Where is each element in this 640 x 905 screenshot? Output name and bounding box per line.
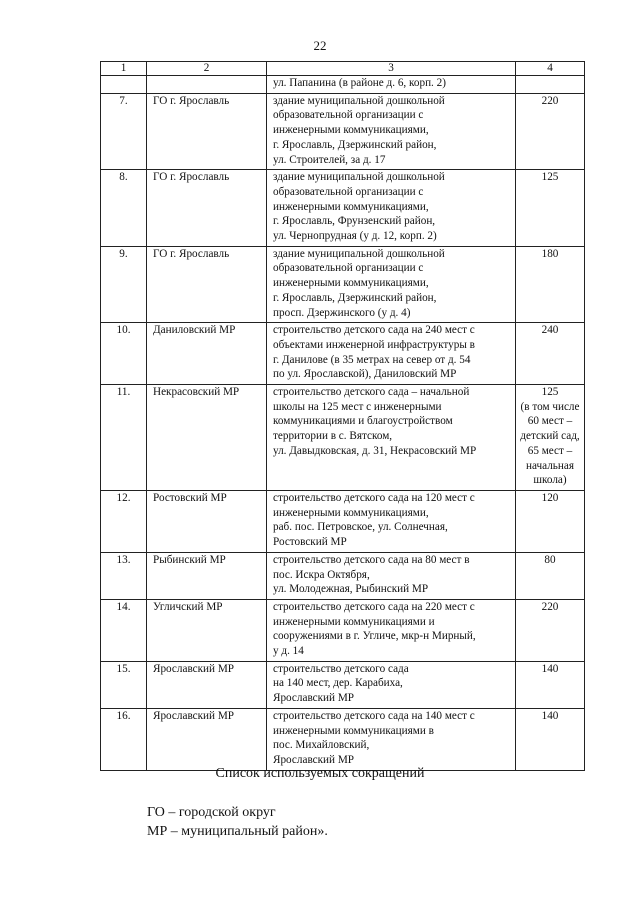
table-row: [101, 323, 585, 385]
value-line: 60 мест –: [527, 415, 573, 428]
abbreviation-item: ГО – городской округ: [147, 805, 276, 820]
capacity-value: [516, 661, 585, 708]
desc-line: ул. Молодежная, Рыбинский МР: [273, 583, 429, 596]
desc-line: инженерными коммуникациями,: [273, 200, 429, 213]
header-col-4: 4: [516, 62, 585, 76]
table-row: [101, 661, 585, 708]
value-line: 140: [541, 709, 559, 722]
row-number: 15.: [101, 661, 147, 708]
value-line: 240: [541, 324, 559, 337]
desc-line: г. Ярославль, Фрунзенский район,: [273, 215, 436, 228]
desc-line: ул. Строителей, за д. 17: [273, 153, 386, 166]
object-description: [267, 599, 516, 661]
desc-line: Ярославский МР: [273, 692, 355, 705]
desc-line: строительство детского сада – начальной: [273, 386, 470, 399]
cell-num: [101, 76, 147, 94]
object-description: [267, 490, 516, 552]
object-description: [267, 93, 516, 170]
row-number: 8.: [101, 170, 147, 247]
desc-line: образовательной организации с: [273, 185, 424, 198]
object-description: [267, 661, 516, 708]
desc-line: ул. Давыдковская, д. 31, Некрасовский МР: [273, 444, 477, 457]
object-description: [267, 170, 516, 247]
municipality-name: Ярославский МР: [147, 708, 267, 770]
desc-line: строительство детского сада на 140 мест с: [273, 709, 475, 722]
object-description: [267, 552, 516, 599]
desc-line: по ул. Ярославской), Даниловский МР: [273, 368, 457, 381]
table-row: [101, 708, 585, 770]
desc-line: на 140 мест, дер. Карабиха,: [273, 677, 403, 690]
desc-line: строительство детского сада на 240 мест с: [273, 324, 475, 337]
row-number: 12.: [101, 490, 147, 552]
objects-table: [100, 61, 585, 771]
capacity-value: [516, 323, 585, 385]
value-line: 125: [541, 386, 559, 399]
cell-name: [147, 76, 267, 94]
object-description: [267, 385, 516, 491]
desc-line: г. Ярославль, Дзержинский район,: [273, 138, 437, 151]
desc-line: пос. Михайловский,: [273, 739, 370, 752]
header-col-3: 3: [267, 62, 516, 76]
header-col-1: 1: [101, 62, 147, 76]
desc-line: инженерными коммуникациями,: [273, 506, 429, 519]
desc-line: ул. Папанина (в районе д. 6, корп. 2): [273, 77, 446, 89]
header-col-2: 2: [147, 62, 267, 76]
municipality-name: Угличский МР: [147, 599, 267, 661]
desc-line: г. Данилове (в 35 метрах на север от д. 54: [273, 353, 471, 366]
desc-line: строительство детского сада на 220 мест с: [273, 600, 475, 613]
row-number: 11.: [101, 385, 147, 491]
cell-value: [516, 76, 585, 94]
municipality-name: Ярославский МР: [147, 661, 267, 708]
desc-line: образовательной организации с: [273, 262, 424, 275]
desc-line: строительство детского сада: [273, 662, 409, 675]
header-row: [101, 62, 585, 76]
table-header: [101, 62, 585, 76]
municipality-name: Даниловский МР: [147, 323, 267, 385]
capacity-value: [516, 385, 585, 491]
municipality-name: Ростовский МР: [147, 490, 267, 552]
desc-line: строительство детского сада на 120 мест с: [273, 491, 475, 504]
desc-line: образовательной организации с: [273, 109, 424, 122]
value-line: 65 мест –: [527, 444, 573, 457]
row-number: 7.: [101, 93, 147, 170]
capacity-value: [516, 708, 585, 770]
value-line: 140: [541, 662, 559, 675]
value-line: 125: [541, 171, 559, 184]
cell-desc: [267, 76, 516, 94]
municipality-name: Рыбинский МР: [147, 552, 267, 599]
abbreviations-list: [147, 803, 328, 841]
table-row: [101, 599, 585, 661]
row-number: 9.: [101, 246, 147, 323]
capacity-value: [516, 246, 585, 323]
capacity-value: [516, 599, 585, 661]
object-description: [267, 708, 516, 770]
capacity-value: [516, 490, 585, 552]
value-line: 180: [541, 247, 559, 260]
table-row: [101, 170, 585, 247]
desc-line: коммуникациями и благоустройством: [273, 415, 453, 428]
abbreviation-item: МР – муниципальный район».: [147, 824, 328, 839]
value-line: начальная: [526, 459, 574, 472]
desc-line: у д. 14: [273, 645, 304, 658]
value-line: (в том числе: [520, 400, 580, 413]
desc-line: инженерными коммуникациями и: [273, 615, 435, 628]
desc-line: г. Ярославль, Дзержинский район,: [273, 291, 437, 304]
capacity-value: [516, 93, 585, 170]
value-line: школа): [533, 474, 567, 487]
desc-line: здание муниципальной дошкольной: [273, 94, 445, 107]
row-number: 13.: [101, 552, 147, 599]
desc-line: Ярославский МР: [273, 753, 355, 766]
object-description: [267, 246, 516, 323]
row-number: 14.: [101, 599, 147, 661]
value-line: 120: [541, 491, 559, 504]
desc-line: территории в с. Вятском,: [273, 430, 393, 443]
row-number: 16.: [101, 708, 147, 770]
value-line: 220: [541, 94, 559, 107]
desc-line: Ростовский МР: [273, 536, 347, 549]
value-line: 220: [541, 600, 559, 613]
row-number: 10.: [101, 323, 147, 385]
desc-line: ул. Чернопрудная (у д. 12, корп. 2): [273, 230, 437, 243]
municipality-name: ГО г. Ярославль: [147, 246, 267, 323]
value-line: детский сад,: [520, 430, 580, 443]
municipality-name: ГО г. Ярославль: [147, 93, 267, 170]
table-row: [101, 93, 585, 170]
municipality-name: Некрасовский МР: [147, 385, 267, 491]
desc-line: здание муниципальной дошкольной: [273, 247, 445, 260]
desc-line: раб. пос. Петровское, ул. Солнечная,: [273, 521, 448, 534]
abbreviations-title: Список используемых сокращений: [215, 766, 425, 781]
municipality-name: ГО г. Ярославль: [147, 170, 267, 247]
desc-line: инженерными коммуникациями,: [273, 124, 429, 137]
table-body: [101, 76, 585, 771]
table-row: [101, 490, 585, 552]
object-description: [267, 323, 516, 385]
desc-line: объектами инженерной инфраструктуры в: [273, 338, 475, 351]
value-line: 80: [544, 553, 556, 566]
desc-line: инженерными коммуникациями в: [273, 724, 434, 737]
desc-line: строительство детского сада на 80 мест в: [273, 553, 470, 566]
desc-line: инженерными коммуникациями,: [273, 277, 429, 290]
table-row: [101, 246, 585, 323]
page-number: 22: [313, 38, 327, 53]
desc-line: просп. Дзержинского (у д. 4): [273, 306, 411, 319]
continuation-row: [101, 76, 585, 94]
desc-line: здание муниципальной дошкольной: [273, 171, 445, 184]
table-row: [101, 385, 585, 491]
desc-line: пос. Искра Октября,: [273, 568, 370, 581]
desc-line: школы на 125 мест с инженерными: [273, 400, 442, 413]
desc-line: сооружениями в г. Угличе, мкр-н Мирный,: [273, 630, 476, 643]
capacity-value: [516, 170, 585, 247]
capacity-value: [516, 552, 585, 599]
table-row: [101, 552, 585, 599]
